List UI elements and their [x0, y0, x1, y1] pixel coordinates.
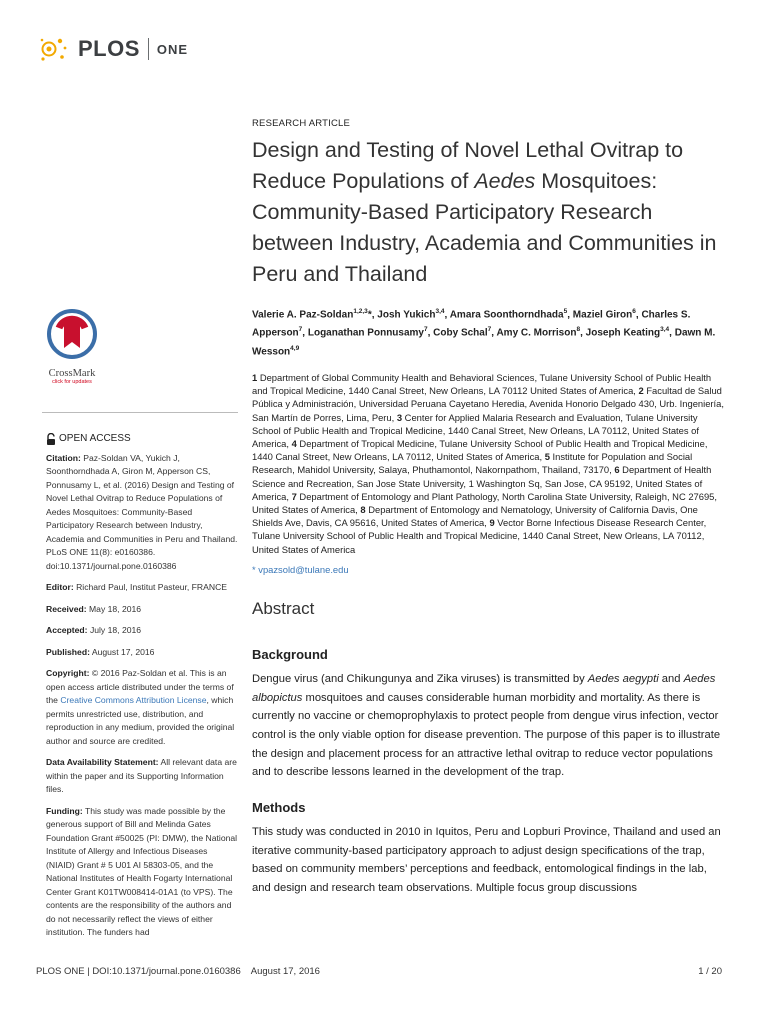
- received-date: May 18, 2016: [89, 603, 142, 614]
- affiliation-number: 8: [360, 504, 366, 516]
- open-access-label: OPEN ACCESS: [59, 433, 131, 444]
- editor-block: [46, 581, 238, 595]
- article-main: [252, 118, 728, 916]
- article-sidebar: [46, 432, 238, 948]
- author-name: Joseph Keating: [585, 327, 661, 339]
- author-name: Loganathan Ponnusamy: [307, 327, 424, 339]
- author-name: Dawn M. Wesson: [252, 327, 716, 357]
- crossmark-badge[interactable]: [42, 306, 102, 385]
- methods-heading: Methods: [252, 800, 306, 816]
- author-affiliation-marker: 7: [423, 326, 428, 334]
- copyright-block: [46, 667, 238, 748]
- author-name: Coby Schal: [433, 327, 488, 339]
- crossmark-label: CrossMark: [48, 368, 96, 379]
- affiliation-text: Department of Entomology and Plant Pathology, North Carolina State University, Raleigh, NC 27695, United States of America,: [252, 490, 717, 516]
- footer-citation: PLOS ONE | DOI:10.1371/journal.pone.0160386 August 17, 2016: [36, 966, 320, 977]
- author-name: Charles S. Apperson: [252, 309, 691, 339]
- open-access-indicator: [46, 432, 238, 446]
- affiliations: [252, 371, 728, 556]
- background-heading: Background: [252, 646, 328, 662]
- journal-sub-logo: ONE: [156, 41, 189, 57]
- data-availability-block: [46, 756, 238, 797]
- affiliation-number: 6: [614, 464, 620, 476]
- author-name: Josh Yukich: [377, 309, 436, 321]
- editor-label: Editor:: [46, 582, 74, 592]
- author-affiliation-marker: 3,4: [435, 308, 445, 315]
- citation-label: Citation:: [46, 452, 81, 463]
- author-affiliation-marker: 5: [563, 308, 568, 315]
- corresponding-email[interactable]: * vpazsold@tulane.edu: [252, 563, 349, 575]
- citation-block: [46, 452, 238, 574]
- logo-divider: [148, 38, 149, 60]
- copyright-text: © 2016 Paz-Soldan et al. This is an open access article distributed under the terms of the: [46, 668, 234, 705]
- funding-label: Funding:: [46, 805, 83, 816]
- affiliation-text: Department of Global Community Health and Behavioral Sciences, Tulane University School of Public Health and Tropical Medicine, 1440 Canal Street, New Orleans, LA 70112 United States of America,: [252, 371, 712, 397]
- affiliation-number: 2: [638, 385, 644, 397]
- affiliation-number: 5: [544, 451, 550, 463]
- author-name: Maziel Giron: [572, 309, 633, 321]
- journal-logo: [40, 34, 188, 64]
- page-number: 1 / 20: [698, 966, 722, 977]
- author-affiliation-marker: 1,2,3: [353, 308, 368, 315]
- affiliation-number: 9: [489, 517, 495, 529]
- copyright-text-end: , which permits unrestricted use, distribution, and reproduction in any medium, provided the original author and source are credited.: [46, 695, 235, 746]
- published-date: August 17, 2016: [91, 646, 155, 657]
- affiliation-number: 3: [396, 411, 403, 423]
- license-link[interactable]: Creative Commons Attribution License: [60, 695, 207, 705]
- funding-block: [46, 805, 238, 940]
- affiliation-text: Department of Entomology and Nematology, University of California Davis, One Shields Ave, Davis, CA 95616, United States of America,: [252, 504, 698, 529]
- received-label: Received:: [46, 603, 87, 614]
- sidebar-divider: [42, 412, 238, 413]
- author-affiliation-marker: 6: [632, 308, 636, 315]
- editor-text: Richard Paul, Institut Pasteur, FRANCE: [76, 582, 228, 592]
- affiliation-number: 4: [291, 438, 297, 449]
- affiliation-text: Department of Tropical Medicine, Tulane University School of Public Health and Tropical Medicine, 1440 Canal Street, New Orleans, LA 70112, United States of America,: [252, 438, 708, 463]
- accepted-date: July 18, 2016: [89, 625, 142, 635]
- affiliation-number: 1: [252, 371, 258, 383]
- received-block: [46, 603, 238, 617]
- article-title: Design and Testing of Novel Lethal Ovitrap to Reduce Populations of Aedes Mosquitoes: Community-Based Participatory Research between Industry, Academia and Communities in Peru and Thailand: [252, 138, 717, 286]
- accepted-block: [46, 624, 238, 638]
- abstract-heading: Abstract: [252, 598, 315, 618]
- methods-text: This study was conducted in 2010 in Iquitos, Peru and Lopburi Province, Thailand and used an iterative community-based participatory approach to adjust design specifications of the trap, based on community members’ perceptions and feedback, entomological findings in the lab, and design and research team observations. Multiple focus group discussions: [252, 826, 721, 895]
- affiliation-text: Center for Applied Malaria Research and Evaluation, Tulane University School of Public Health and Tropical Medicine, 1440 Canal Street, New Orleans, LA 70112, United States of America,: [252, 411, 699, 449]
- citation-text: Paz-Soldan VA, Yukich J, Soonthorndhada A, Giron M, Apperson CS, Ponnusamy L, et al. (2016) Design and Testing of Novel Lethal Ovitrap to Reduce Populations of Aedes Mosquitoes: Community-Based Participatory Research between Industry, Academia and Communities in Peru and Thailand. PLoS ONE 11(8): e0160386. doi:10.1371/journal.pone.0160386: [46, 452, 238, 571]
- corresponding-author-marker: *: [367, 309, 372, 321]
- author-affiliation-marker: 8: [576, 326, 581, 334]
- affiliation-text: Institute for Population and Social Research, Mahidol University, Salaya, Phuthamontol, Nakornpathom, Thailand, 73170,: [252, 451, 693, 476]
- affiliation-text: Facultad de Salud Pública y Administración, Universidad Peruana Cayetano Heredia, Avenida Honorio Delgado 430, Urb. Ingeniería, San Martín de Porres, Lima, Peru,: [252, 385, 724, 423]
- funding-text: This study was made possible by the generous support of Bill and Melinda Gates Foundation Grant #50025 (PI: DMW), the National Institute of Allergy and Infectious Diseases (NIAID) Grant # 5 U01 AI 58303-05, and the National Institutes of Health Fogarty International Center Grant K01TW008414-01A1 (to VPS). The contents are the responsibility of the authors and do not necessarily reflect the views of either institution. The funders had: [46, 805, 238, 937]
- affiliation-text: Department of Health Science and Recreation, San Jose State University, 1 Washington Sq, San Jose, CA 95192, United States of America,: [252, 464, 712, 502]
- published-block: [46, 646, 238, 660]
- author-affiliation-marker: 7: [487, 326, 492, 334]
- crossmark-icon: [47, 306, 97, 362]
- affiliation-number: 7: [291, 490, 297, 502]
- page-footer: [36, 966, 722, 977]
- crossmark-sublabel: click for updates: [52, 379, 92, 385]
- author-list: Valerie A. Paz-Soldan$^{1,2,3}$*, Josh Yukich$^{3,4}$, Amara Soonthorndhada$^5$, Maziel Giron$^6$, Charles S. Apperson$^7$, Loganathan Ponnusamy$^7$, Coby Schal$^7$, Amy C. Morrison$^8$, Joseph Keating$^{3,4}$, Dawn M. Wesson$^{4,9}$: [252, 308, 716, 357]
- author-affiliation-marker: 7: [298, 326, 303, 334]
- accepted-label: Accepted:: [46, 625, 88, 635]
- data-availability-text: All relevant data are within the paper and its Supporting Information files.: [46, 757, 237, 794]
- affiliation-text: Vector Borne Infectious Disease Research Center, Tulane University School of Public Health and Tropical Medicine, 1440 Canal Street, New Orleans, LA 70112, United States of America: [252, 517, 707, 555]
- data-availability-label: Data Availability Statement:: [46, 757, 159, 767]
- plos-logo-icon: [40, 35, 74, 63]
- author-affiliation-marker: 3,4: [660, 326, 670, 334]
- author-name: Amy C. Morrison: [496, 327, 577, 339]
- author-name: Valerie A. Paz-Soldan: [252, 309, 354, 321]
- open-lock-icon: [46, 433, 56, 445]
- published-label: Published:: [46, 646, 90, 657]
- background-text: Dengue virus (and Chikungunya and Zika viruses) is transmitted by Aedes aegypti and Aedes albopictus mosquitoes and causes considerable human morbidity and mortality. As there is currently no vaccine or chemoprophylaxis to protect people from dengue virus infection, vector control is the only viable option for disease prevention. The purpose of this paper is to illustrate the design and placement process for an attractive lethal ovitrap to reduce vector populations and to describe lessons learned in the development of the trap.: [252, 672, 721, 779]
- author-name: Amara Soonthorndhada: [449, 309, 564, 321]
- author-affiliation-marker: 4,9: [290, 344, 300, 352]
- journal-logo-text: PLOS: [78, 36, 140, 61]
- copyright-label: Copyright:: [46, 668, 90, 678]
- article-type: RESEARCH ARTICLE: [252, 118, 351, 129]
